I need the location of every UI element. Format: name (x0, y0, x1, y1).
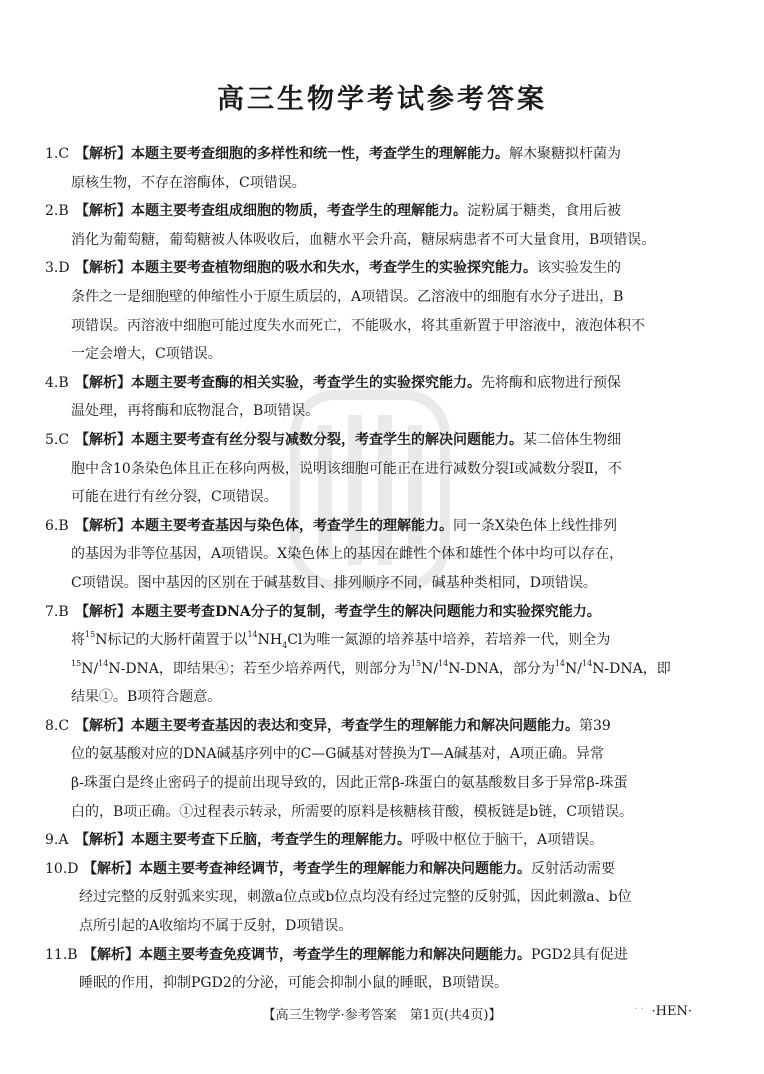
answer-item (45, 140, 725, 197)
answer-focus: 本题主要考查免疫调节，考查学生的理解能力和解决问题能力。 (139, 946, 531, 963)
answer-text: PGD2具有促进 (531, 946, 628, 963)
answer-text-line: 将$^{15}$N标记的大肠杆菌置于以$^{14}NH_4Cl$为唯一氮源的培养基中培养，若培养一代，则全为 (71, 630, 611, 650)
answer-item (45, 941, 725, 998)
answer-text-line: 结果①。B项符合题意。 (71, 689, 222, 706)
analysis-tag: 【解析】 (83, 946, 139, 963)
answer-text: 淀粉属于糖类，食用后被 (467, 203, 621, 220)
analysis-tag: 【解析】 (75, 717, 131, 734)
answer-focus: 本题主要考查有丝分裂与减数分裂，考查学生的解决问题能力。 (131, 431, 523, 448)
analysis-tag: 【解析】 (75, 517, 131, 534)
answer-text-line: 消化为葡萄糖，葡萄糖被人体吸收后，血糖水平会升高，糖尿病患者不可大量食用，B项错误。 (71, 231, 656, 248)
answer-item (45, 826, 725, 855)
analysis-tag: 【解析】 (75, 260, 131, 277)
analysis-tag: 【解析】 (75, 431, 131, 448)
page-footer (0, 1004, 764, 1024)
answer-text-line: C项错误。图中基因的区别在于碱基数目、排列顺序不同，碱基种类相同，D项错误。 (71, 574, 597, 591)
answer-focus: 本题主要考查植物细胞的吸水和失水，考查学生的实验探究能力。 (131, 260, 537, 277)
answer-text-line: 白的，B项正确。①过程表示转录，所需要的原料是核糖核苷酸，模板链是b链，C项错误。 (71, 803, 633, 820)
answer-focus: 本题主要考查DNA分子的复制，考查学生的解决问题能力和实验探究能力。 (131, 603, 601, 620)
answer-focus: 本题主要考查基因的表达和变异，考查学生的理解能力和解决问题能力。 (131, 717, 579, 734)
answer-number: 9.A (45, 832, 69, 849)
answer-item (45, 712, 725, 826)
answer-text: 同一条X染色体上线性排列 (453, 517, 617, 534)
answer-item (45, 197, 725, 254)
answer-list (45, 140, 725, 998)
answer-text: 反射活动需要 (531, 860, 615, 877)
answer-number: 5.C (45, 431, 70, 448)
answer-number: 10.D (45, 860, 79, 877)
analysis-tag: 【解析】 (75, 603, 131, 620)
analysis-tag: 【解析】 (75, 203, 131, 220)
answer-item (45, 426, 725, 512)
page-title: 高三生物学考试参考答案 (217, 84, 547, 115)
answer-item (45, 369, 725, 426)
answer-text-line: 胞中含10条染色体且正在移向两极，说明该细胞可能正在进行减数分裂Ⅰ或减数分裂Ⅱ，不 (71, 460, 622, 477)
answer-text-line: β-珠蛋白是终止密码子的提前出现导致的，因此正常β-珠蛋白的氨基酸数目多于异常β-珠蛋 (71, 775, 628, 792)
answer-focus: 本题主要考查酶的相关实验，考查学生的实验探究能力。 (131, 374, 481, 391)
answer-text: 某二倍体生物细 (523, 431, 621, 448)
analysis-tag: 【解析】 (75, 832, 131, 849)
answer-number: 8.C (45, 717, 70, 734)
answer-focus: 本题主要考查下丘脑，考查学生的理解能力。 (131, 832, 411, 849)
answer-number: 1.C (45, 146, 70, 162)
answer-text-line: 一定会增大，C项错误。 (71, 346, 222, 363)
answer-item (45, 598, 725, 712)
answer-text: 呼吸中枢位于脑干，A项错误。 (411, 832, 604, 849)
answer-number: 7.B (45, 603, 69, 620)
answer-text-line: 点所引起的A收缩均不属于反射，D项错误。 (79, 918, 353, 935)
footer-page-info: 【高三生物学·参考答案 第1页(共4页)】 (262, 1008, 502, 1023)
footer-code: ·HEN· (651, 1004, 692, 1019)
answer-focus: 本题主要考查基因与染色体，考查学生的理解能力。 (131, 517, 453, 534)
answer-number: 11.B (45, 946, 78, 963)
answer-focus: 本题主要考查神经调节，考查学生的理解能力和解决问题能力。 (139, 860, 531, 877)
answer-text: 第39 (579, 717, 611, 734)
answer-number: 2.B (45, 203, 69, 220)
answer-focus: 本题主要考查细胞的多样性和统一性，考查学生的理解能力。 (131, 146, 509, 162)
answer-text-line: 睡眠的作用，抑制PGD2的分泌，可能会抑制小鼠的睡眠，B项错误。 (79, 975, 509, 992)
answer-number: 6.B (45, 517, 69, 534)
answer-text-line: 位的氨基酸对应的DNA碱基序列中的C—G碱基对替换为T—A碱基对，A项正确。异常 (71, 746, 605, 763)
analysis-tag: 【解析】 (75, 374, 131, 391)
answer-text-line: 原核生物，不存在溶酶体，C项错误。 (71, 174, 306, 191)
answer-item (45, 512, 725, 598)
answer-number: 3.D (45, 260, 70, 277)
analysis-tag: 【解析】 (83, 860, 139, 877)
answer-text: 解木聚糖拟杆菌为 (509, 146, 621, 162)
answer-text-line: 的基因为非等位基因，A项错误。X染色体上的基因在雌性个体和雄性个体中均可以存在， (71, 546, 624, 563)
answer-focus: 本题主要考查组成细胞的物质，考查学生的理解能力。 (131, 203, 467, 220)
answer-text-line: 可能在进行有丝分裂，C项错误。 (71, 489, 278, 506)
answer-number: 4.B (45, 374, 69, 391)
answer-text-line: 温处理，再将酶和底物混合，B项错误。 (71, 403, 320, 420)
answer-text-line: $^{15}$N/$^{14}$N-DNA，即结果④；若至少培养两代，则部分为$^{15}$N/$^{14}$N-DNA，部分为$^{14}$N/$^{14}$N-DNA，即 (71, 659, 671, 677)
answer-item (45, 855, 725, 941)
analysis-tag: 【解析】 (75, 146, 131, 162)
answer-text: 先将酶和底物进行预保 (481, 374, 621, 391)
answer-text: 该实验发生的 (537, 260, 621, 277)
answer-item (45, 254, 725, 368)
answer-text-line: 条件之一是细胞壁的伸缩性小于原生质层的，A项错误。乙溶液中的细胞有水分子进出，B (71, 288, 624, 305)
footer-marks: · · (634, 1004, 644, 1015)
answer-text-line: 项错误。丙溶液中细胞可能过度失水而死亡，不能吸水，将其重新置于甲溶液中，液泡体积不 (71, 317, 645, 334)
answer-text-line: 经过完整的反射弧来实现，刺激a位点或b位点均没有经过完整的反射弧，因此刺激a、b位 (79, 889, 632, 906)
